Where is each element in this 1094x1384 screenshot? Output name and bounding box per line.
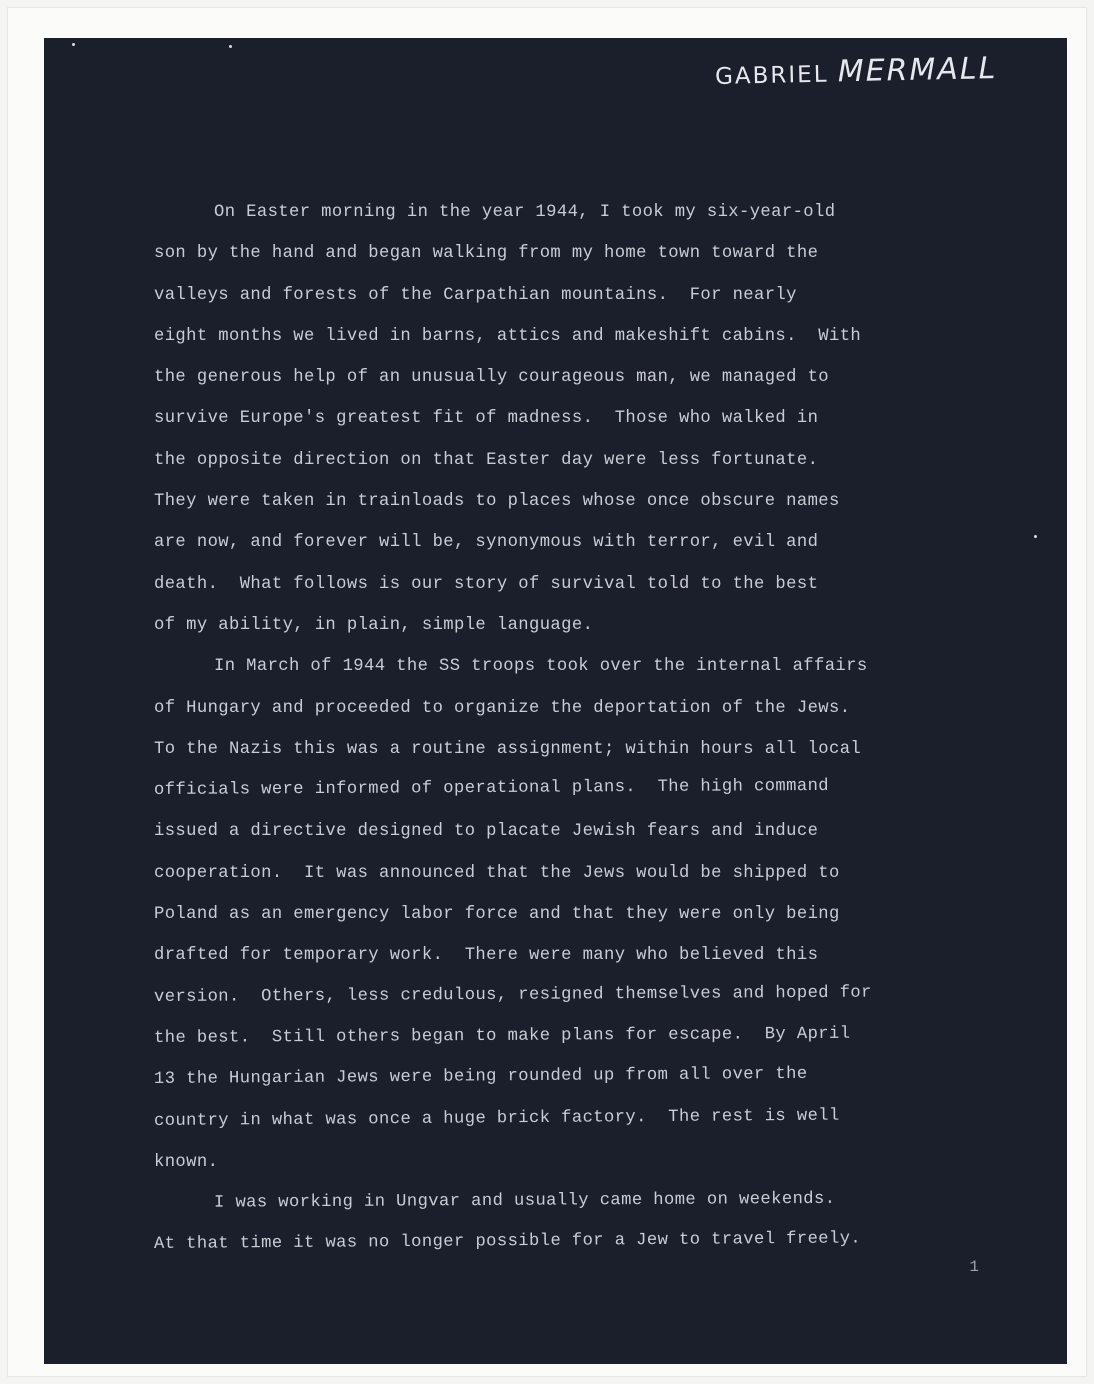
page-number: 1 [969,1258,979,1276]
text-line: son by the hand and began walking from my home town toward the [154,244,819,264]
text-line: I was working in Ungvar and usually came home on weekends. [213,1189,836,1213]
text-line: cooperation. It was announced that the Jews would be shipped to [154,863,840,883]
text-line: the generous help of an unusually courageous man, we managed to [154,368,829,388]
text-line: eight months we lived in barns, attics and makeshift cabins. With [154,326,862,346]
text-line: drafted for temporary work. There were many who believed this [154,946,819,966]
dust-speck [1034,535,1037,538]
text-line: the opposite direction on that Easter day were less fortunate. [154,450,819,470]
text-line: In March of 1944 the SS troops took over the internal affairs [214,657,868,677]
typed-body-text [154,192,979,1266]
text-line: are now, and forever will be, synonymous with terror, evil and [154,533,819,553]
text-line: issued a directive designed to placate Jewish fears and induce [154,822,819,842]
scan-frame [8,8,1086,1376]
text-line: At that time it was no longer possible for a Jew to travel freely. [153,1229,862,1255]
text-line: To the Nazis this was a routine assignment; within hours all local [154,739,862,759]
signature-first-name: GABRIEL [714,61,829,90]
text-line: country in what was once a huge brick factory. The rest is well [153,1106,840,1131]
text-line: of Hungary and proceeded to organize the deportation of the Jews. [154,698,851,718]
dust-speck [72,43,75,46]
text-line: On Easter morning in the year 1944, I took my six-year-old [214,203,836,222]
text-line: 13 the Hungarian Jews were being rounded up from all over the [153,1065,808,1090]
typed-page [44,38,1067,1364]
text-line: valleys and forests of the Carpathian mountains. For nearly [154,285,797,305]
text-line: death. What follows is our story of survival told to the best [154,574,819,594]
text-line: They were taken in trainloads to places whose once obscure names [154,492,840,512]
text-line: the best. Still others began to make plans for escape. By April [153,1024,851,1048]
text-line: survive Europe's greatest fit of madness. Those who walked in [154,409,819,429]
text-line: version. Others, less credulous, resigned themselves and hoped for [153,983,872,1007]
text-line: Poland as an emergency labor force and that they were only being [154,905,840,925]
signature-last-name: MERMALL [837,51,998,90]
text-line: known. [154,1152,219,1172]
text-line: officials were informed of operational plans. The high command [153,777,830,801]
text-line: of my ability, in plain, simple language. [154,615,594,635]
handwritten-signature [714,51,997,92]
dust-speck [229,45,232,48]
